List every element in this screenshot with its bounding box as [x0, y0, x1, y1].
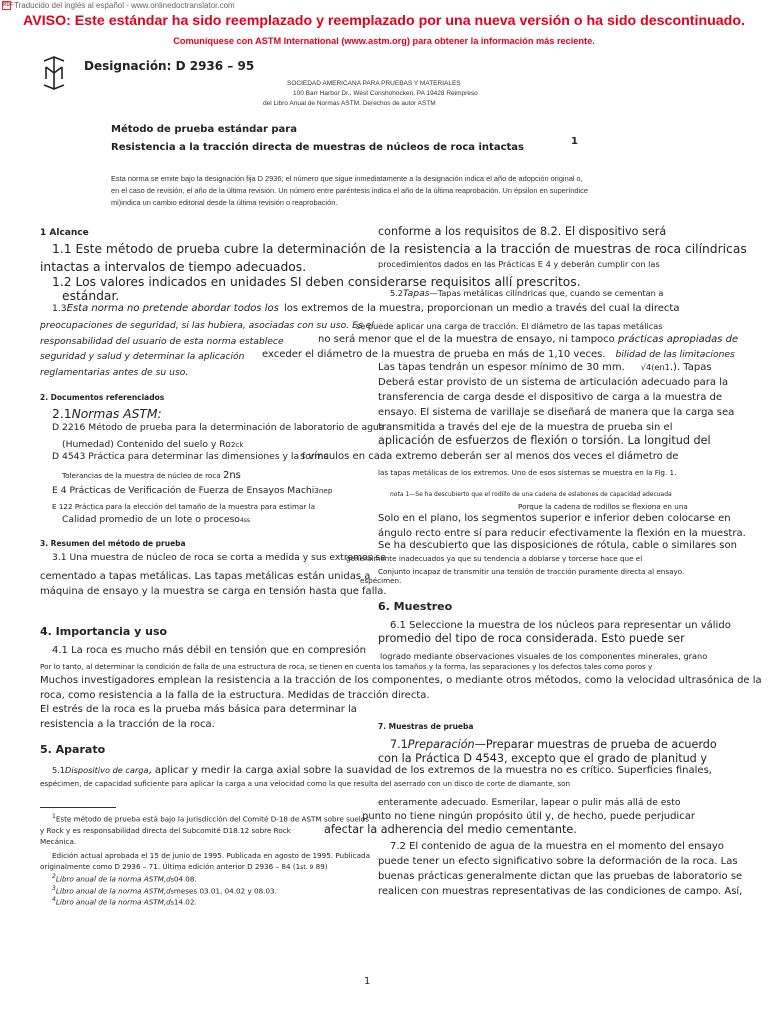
- paragraph-line: realicen con muestras representativas de las condiciones de campo. Así,: [378, 886, 743, 897]
- footnote-line: $^3$Libro anual de la norma ASTM,dsmeses 03.01, 04.02 y 08.03.: [52, 885, 277, 896]
- title-line-2: Resistencia a la tracción directa de muestras de núcleos de roca intactas: [111, 142, 524, 153]
- paragraph-line: 4.1 La roca es mucho más débil en tensión que en compresión: [52, 645, 366, 656]
- footnote-line: $^4$Libro anual de la norma ASTM,ds14.02.: [52, 896, 197, 907]
- paragraph-line: Conjunto incapaz de transmitir una tensión de tracción puramente directa al ensayo.: [378, 567, 685, 576]
- paragraph-line: conforme a los requisitos de 8.2. El dispositivo será: [378, 225, 667, 238]
- section-heading: 2. Documentos referenciados: [40, 393, 165, 402]
- paragraph-line: reglamentarias antes de su uso.: [40, 367, 189, 378]
- paragraph-line: se puede aplicar una carga de tracción. El diámetro de las tapas metálicas: [356, 321, 663, 331]
- paragraph-line: responsabilidad del usuario de esta norma establece: [40, 336, 284, 347]
- reference-item: D 2216 Método de prueba para la determinación de laboratorio de agua: [52, 422, 385, 433]
- paragraph-line: espécimen, de capacidad suficiente para aplicar la carga a una velocidad como la que resulta del aserrado con un disco de corte de diamante, son: [40, 779, 571, 788]
- paragraph-line: Se ha descubierto que las disposiciones de rótula, cable o similares son: [378, 540, 737, 551]
- paragraph-line: transmitida a través del eje de la muestra de prueba sin el: [378, 422, 673, 433]
- section-heading: 4. Importancia y uso: [40, 625, 168, 638]
- paragraph-line: procedimientos dados en las Prácticas E 4 y deberán cumplir con las: [378, 259, 660, 269]
- reference-item: (Humedad) Contenido del suelo y Ro2ck: [62, 439, 244, 450]
- translator-credit[interactable]: Traducido del inglés al español - www.onlinedoctranslator.com: [14, 1, 235, 10]
- contact-notice: Comuníquese con ASTM International (www.astm.org) para obtener la información más reciente.: [173, 36, 595, 46]
- paragraph-line: Deberá estar provisto de un sistema de articulación adecuado para la: [378, 377, 729, 388]
- section-heading: 6. Muestreo: [378, 600, 453, 613]
- translator-bar: [0, 0, 768, 11]
- paragraph-line: Solo en el plano, los segmentos superior e inferior deben colocarse en: [378, 513, 731, 524]
- paragraph-line: Muchos investigadores emplean la resistencia a la tracción de los componentes, o mediante otros métodos, como la velocidad ultrasónica de la: [40, 675, 762, 686]
- paragraph-line: puede tener un efecto significativo sobre la deformación de la roca. Las: [378, 856, 738, 867]
- section-heading: 5. Aparato: [40, 743, 106, 756]
- paragraph-line: ángulo recto entre sí para reducir efectivamente la flexión en la muestra.: [378, 528, 746, 539]
- paragraph-line: promedio del tipo de roca considerada. Esto puede ser: [378, 632, 685, 645]
- astm-logo-icon: [41, 55, 67, 91]
- paragraph-line: los extremos de la muestra, proporcionan un medio a través del cual la directa: [284, 303, 680, 314]
- note-line: nota 1—Se ha descubierto que el rodillo de una cadena de eslabones de capacidad adecuada: [390, 491, 672, 498]
- reference-item: Tolerancias de la muestra de núcleo de roca 2ns: [62, 470, 241, 481]
- paragraph-line: s vínculos en cada extremo deberán ser al menos dos veces el diámetro de: [300, 451, 679, 462]
- paragraph-line: preocupaciones de seguridad, si las hubiera, asociadas con su uso. Es el: [40, 320, 374, 331]
- paragraph-line: El estrés de la roca es la prueba más básica para determinar la: [40, 704, 357, 715]
- paragraph-line: con la Práctica D 4543, excepto que el grado de planitud y: [378, 752, 707, 765]
- page-number: 1: [364, 976, 371, 987]
- society-line-3: del Libro Anual de Normas ASTM. Derechos de autor ASTM: [263, 100, 436, 107]
- paragraph-line: espécimen.: [360, 576, 402, 585]
- paragraph-line: máquina de ensayo y la muestra se carga en tensión hasta que falla.: [40, 586, 387, 597]
- section-heading: 7. Muestras de prueba: [378, 722, 474, 731]
- section-heading: 1 Alcance: [40, 228, 89, 238]
- footnote-line: $^2$Libro anual de la norma ASTM,ds04.08.: [52, 873, 197, 884]
- paragraph-line: roca, como resistencia a la falla de la estructura. Medidas de tracción directa.: [40, 690, 430, 701]
- paragraph-line: 3.1 Una muestra de núcleo de roca se corta a medida y sus extremos se: [52, 552, 386, 563]
- paragraph-line: generalmente inadecuados ya que su tendencia a doblarse y torcerse hace que el: [346, 554, 643, 563]
- paragraph-line: Por lo tanto, al determinar la condición de falla de una estructura de roca, se tienen en cuenta los tamaños y la forma, las separaciones y los defectos tales como poros y: [40, 662, 653, 671]
- paragraph-line: Las tapas tendrán un espesor mínimo de 30 mm. √4(en1.). Tapas: [378, 362, 712, 373]
- paragraph-line: aplicación de esfuerzos de flexión o torsión. La longitud del: [378, 434, 711, 447]
- paragraph-line: 1.2 Los valores indicados en unidades SI deben considerarse requisitos allí prescritos.: [52, 275, 581, 289]
- paragraph-line: 1.3Esta norma no pretende abordar todos los: [52, 303, 279, 314]
- paragraph-line: enteramente adecuado. Esmerilar, lapear o pulir más allá de esto: [378, 797, 681, 808]
- footnote-line: y Rock y es responsabilidad directa del Subcomité D18.12 sobre Rock: [40, 826, 291, 835]
- issuance-line: mi)indica un cambio editorial desde la última revisión o reaprobación.: [111, 198, 338, 207]
- paragraph-line: resistencia a la tracción de la roca.: [40, 719, 215, 730]
- issuance-line: en el caso de revisión, el año de la última revisión. Un número entre paréntesis indica el año de la última reaprobación. Un épsilon en superíndice: [111, 186, 588, 195]
- section-heading: 3. Resumen del método de prueba: [40, 539, 186, 548]
- paragraph-line: ensayo. El sistema de varillaje se diseñará de manera que la carga sea: [378, 407, 735, 418]
- reference-item: D 4543 Práctica para determinar las dimensiones y la forma: [52, 451, 330, 462]
- reference-item: E 122 Práctica para la elección del tamaño de la muestra para estimar la: [52, 502, 315, 511]
- paragraph-line: afectar la adherencia del medio cementante.: [324, 823, 577, 836]
- paragraph-line: 7.2 El contenido de agua de la muestra en el momento del ensayo: [390, 841, 724, 852]
- paragraph-line: 5.1Dispositivo de carga, aplicar y medir la carga axial sobre la suavidad de los extremos de la muestra no es crítico. Superficies finales,: [52, 765, 712, 776]
- title-line-1: Método de prueba estándar para: [111, 124, 297, 135]
- paragraph-line: buenas prácticas generalmente dictan que las pruebas de laboratorio se: [378, 871, 743, 882]
- paragraph-line: punto no tiene ningún propósito útil y, de hecho, puede perjudicar: [362, 811, 695, 822]
- paragraph-line: no será menor que el de la muestra de ensayo, ni tampoco prácticas apropiadas de: [318, 334, 739, 345]
- paragraph-line: estándar.: [62, 289, 120, 303]
- reference-item: Calidad promedio de un lote o proceso4ss: [62, 514, 251, 525]
- paragraph-line: seguridad y salud y determinar la aplicación: [40, 351, 245, 362]
- paragraph-line: 1.1 Este método de prueba cubre la determinación de la resistencia a la tracción de muestras de roca cilíndricas: [52, 242, 747, 256]
- paragraph-line: 5.2Tapas—Tapas metálicas cilíndricas que, cuando se cementan a: [390, 288, 664, 299]
- subsection-heading: 2.1Normas ASTM:: [52, 407, 162, 421]
- footnote-line: originalmente como D 2936 – 71. Última edición anterior D 2936 – 84 (1st. 9 89): [40, 862, 328, 871]
- supersede-notice: AVISO: Este estándar ha sido reemplazado y reemplazado por una nueva versión o ha sido descontinuado.: [23, 13, 745, 29]
- paragraph-line: 6.1 Seleccione la muestra de los núcleos para representar un válido: [390, 620, 731, 631]
- paragraph-line: cementado a tapas metálicas. Las tapas metálicas están unidas a: [40, 571, 371, 582]
- paragraph-line: intactas a intervalos de tiempo adecuados.: [40, 260, 307, 274]
- footnote-line: $^1$Este método de prueba está bajo la jurisdicción del Comité D-18 de ASTM sobre suelos: [52, 813, 369, 824]
- footnote-line: Mecánica.: [40, 837, 77, 846]
- society-line-2: 100 Barr Harbor Dr., West Conshohocken, PA 19428 Reimpreso: [293, 90, 478, 97]
- pdf-icon: PDF: [3, 2, 13, 8]
- paragraph-line: las tapas metálicas de los extremos. Uno de esos sistemas se muestra en la Fig. 1.: [378, 468, 677, 477]
- issuance-line: Esta norma se emite bajo la designación fija D 2936; el número que sigue inmediatamente a la designación indica el año de adopción original o,: [111, 174, 583, 183]
- title-footnote-ref: 1: [571, 136, 578, 147]
- footnote-divider: [40, 807, 116, 808]
- paragraph-line: logrado mediante observaciones visuales de los componentes minerales, grano: [380, 651, 708, 661]
- paragraph-line: exceder el diámetro de la muestra de prueba en más de 1,10 veces. bilidad de las limitaciones: [262, 349, 735, 360]
- society-line-1: SOCIEDAD AMERICANA PARA PRUEBAS Y MATERIALES: [287, 80, 461, 87]
- paragraph-line: 7.1Preparación—Preparar muestras de prueba de acuerdo: [390, 738, 717, 751]
- paragraph-line: transferencia de carga desde el dispositivo de carga a la muestra de: [378, 392, 723, 403]
- footnote-line: Edición actual aprobada el 15 de junio de 1995. Publicada en agosto de 1995. Publicada: [52, 851, 370, 860]
- reference-item: E 4 Prácticas de Verificación de Fuerza de Ensayos Machi3nep: [52, 485, 333, 496]
- designation: Designación: D 2936 – 95: [84, 59, 255, 73]
- paragraph-line: Porque la cadena de rodillos se flexiona en una: [518, 502, 688, 511]
